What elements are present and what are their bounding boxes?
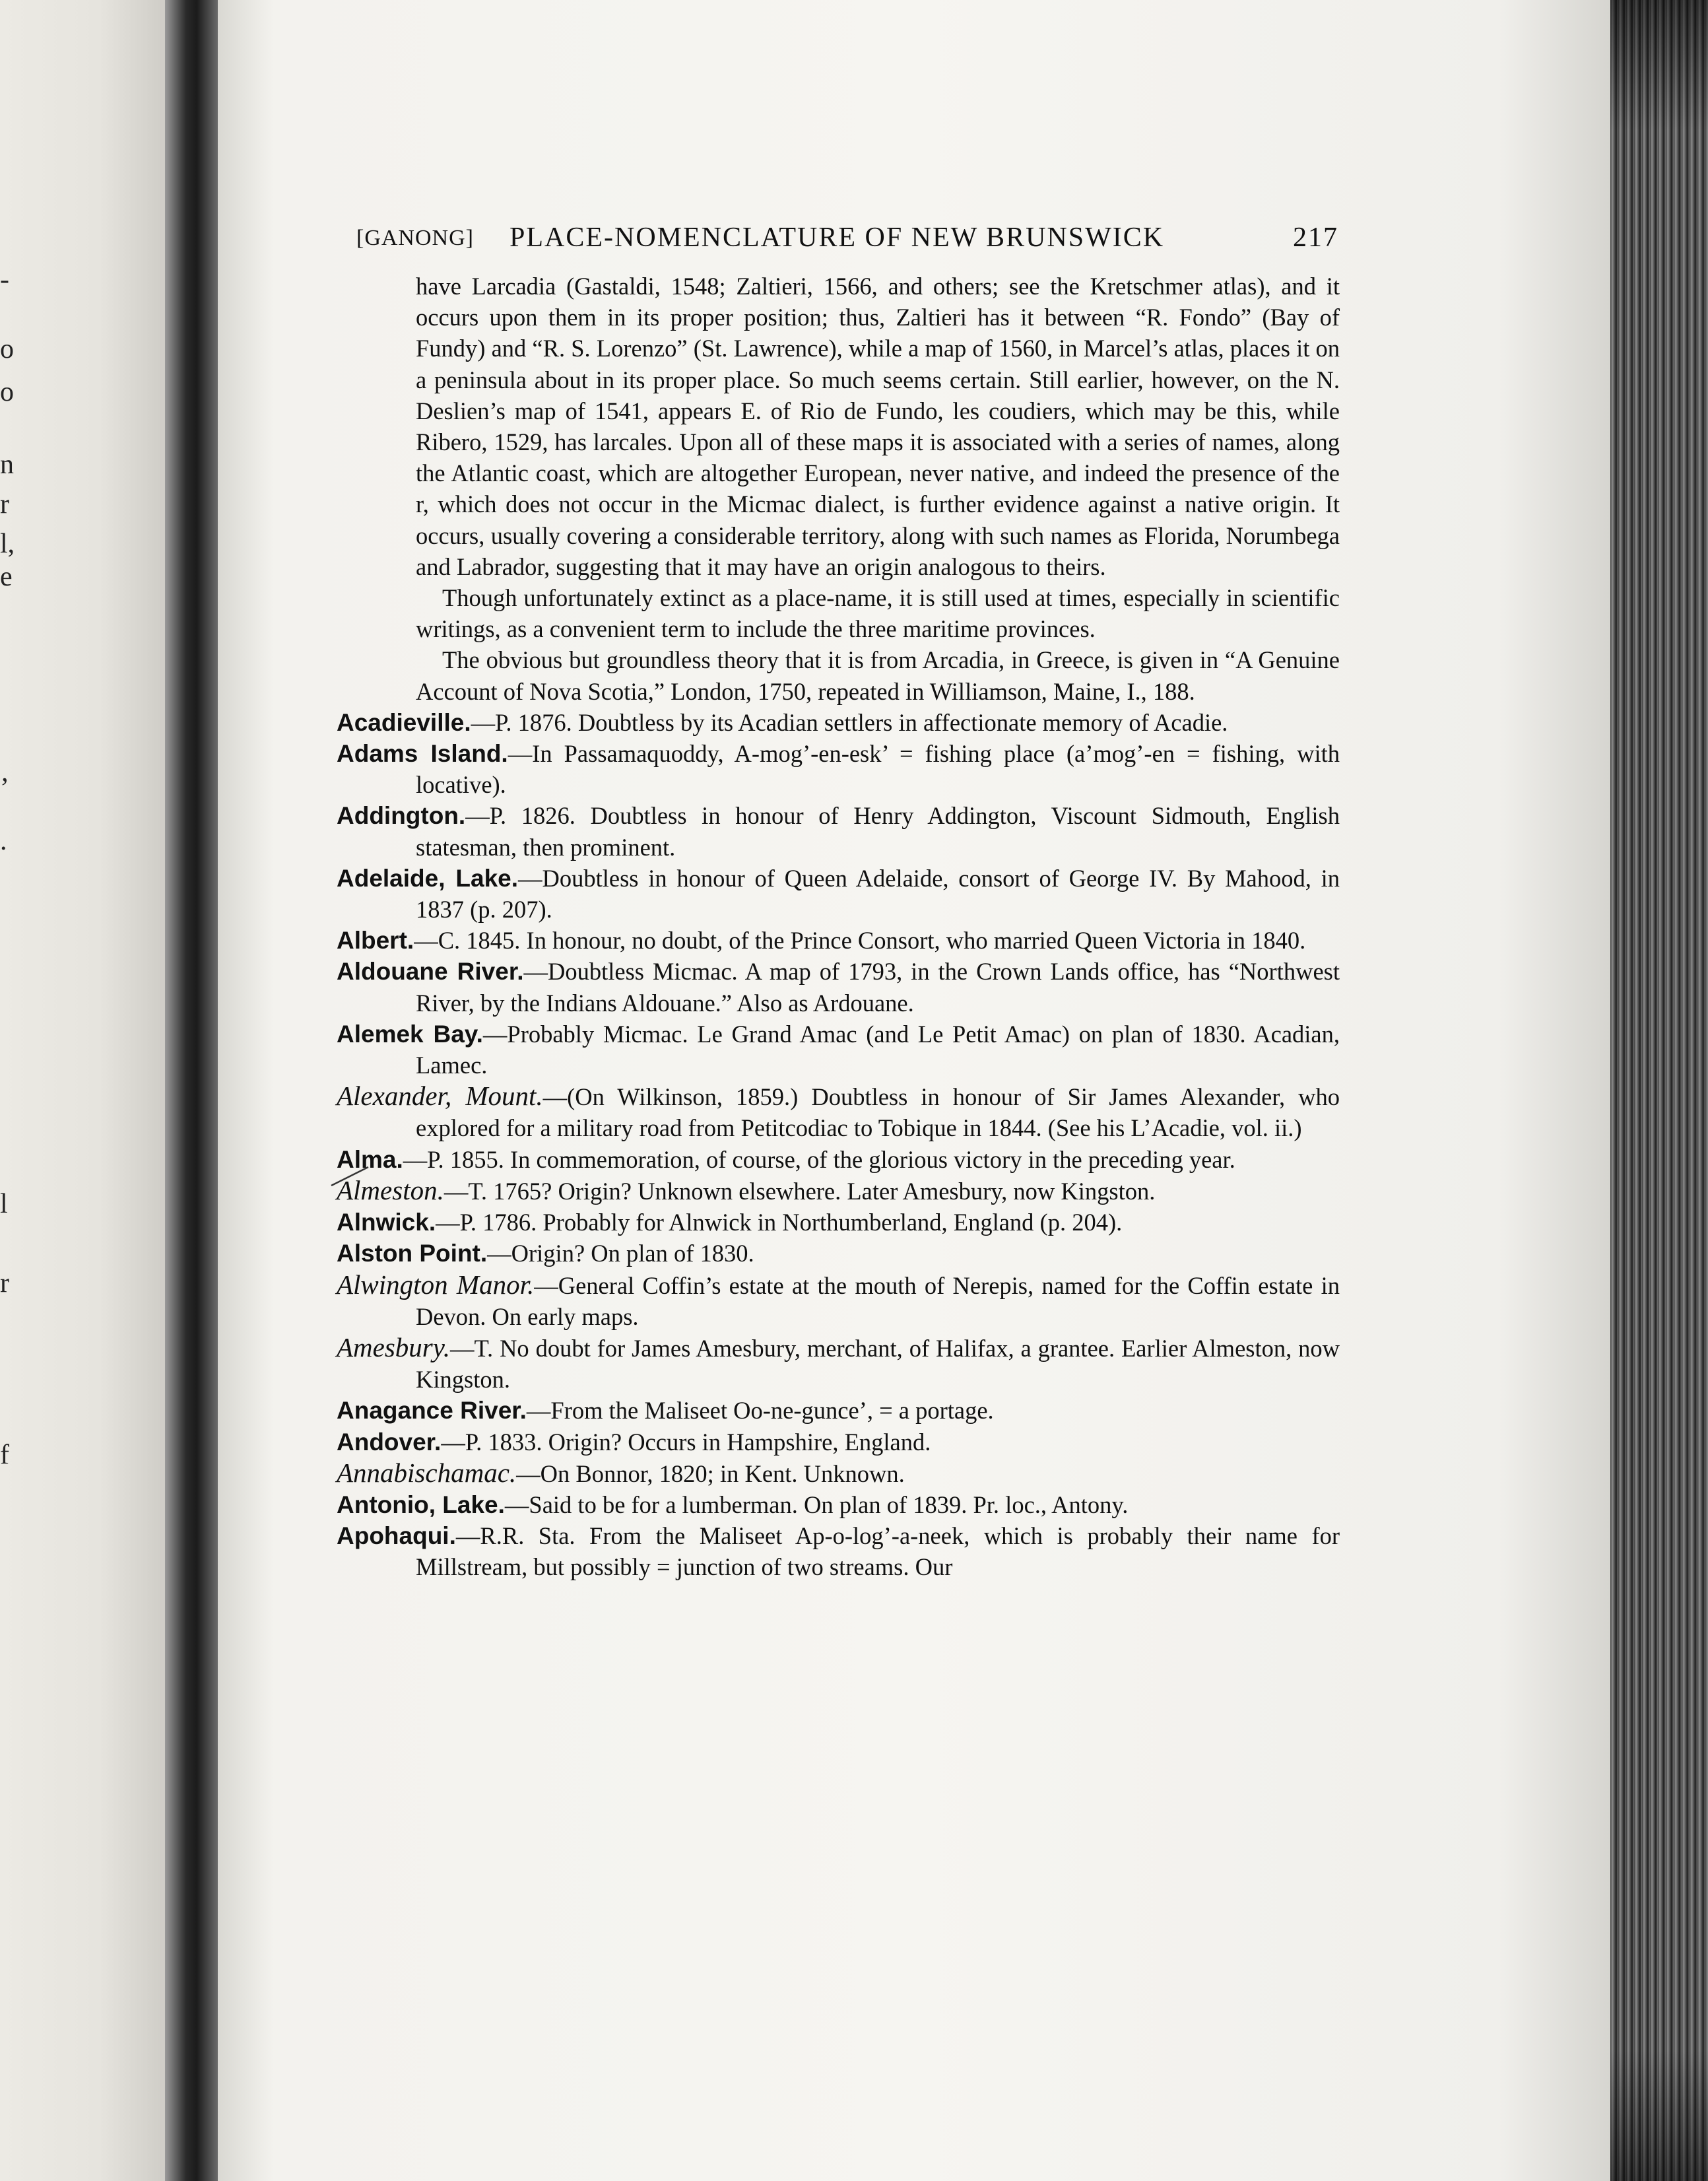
gazetteer-entry — [337, 1395, 1340, 1426]
gazetteer-entry — [337, 1520, 1340, 1582]
running-head — [356, 222, 1338, 261]
entry-description: —C. 1845. In honour, no doubt, of the Prince Consort, who married Queen Victoria in 1840. — [414, 927, 1306, 955]
body-paragraph — [337, 644, 1340, 706]
entry-description: —On Bonnor, 1820; in Kent. Unknown. — [516, 1460, 905, 1487]
facing-page-fragment: o — [0, 334, 14, 364]
gazetteer-entry — [337, 1144, 1340, 1175]
entry-description: —Probably Micmac. Le Grand Amac (and Le Petit Amac) on plan of 1830. Acadian, Lamec. — [416, 1020, 1340, 1079]
entry-description: —P. 1855. In commemoration, of course, of the glorious victory in the preceding year. — [403, 1145, 1235, 1173]
pencil-check-mark — [330, 1163, 370, 1190]
gazetteer-entry — [337, 956, 1340, 1018]
entry-description: —General Coffin’s estate at the mouth of Nerepis, named for the Coffin estate in Devon. On early maps. — [416, 1271, 1340, 1330]
gazetteer-entry — [337, 1458, 1340, 1489]
facing-page-fragment: e — [0, 562, 13, 592]
entry-description: —In Passamaquoddy, A-mog’-en-esk’ = fishing place (a’mog’-en = fishing, with locative). — [416, 740, 1340, 799]
book-gutter — [165, 0, 218, 2181]
running-head-title: PLACE-NOMENCLATURE OF NEW BRUNSWICK — [509, 222, 1165, 253]
gazetteer-entry — [337, 738, 1340, 800]
entry-headword: Antonio, Lake. — [337, 1491, 505, 1518]
entry-headword: Apohaqui. — [337, 1522, 456, 1550]
entry-description: —(On Wilkinson, 1859.) Doubtless in honour of Sir James Alexander, who explored for a military road from Petitcodiac to Tobique in 1844. (See his L’Acadie, vol. ii.) — [416, 1083, 1340, 1142]
facing-page-fragment: r — [0, 1268, 9, 1298]
facing-page-fragment: l, — [0, 529, 15, 559]
facing-page-fragment: o — [0, 377, 14, 407]
entry-description: —P. 1876. Doubtless by its Acadian settlers in affectionate memory of Acadie. — [471, 708, 1228, 736]
entry-headword: Almeston. — [337, 1174, 444, 1205]
entry-headword: Annabischamac. — [337, 1457, 517, 1488]
page-stack-edge — [1610, 0, 1708, 2181]
entry-headword: Addington. — [337, 802, 466, 830]
page-number: 217 — [1293, 222, 1338, 253]
paragraph-text: The obvious but groundless theory that it is from Arcadia, in Greece, is given in “A Genuine Account of Nova Scotia,” London, 1750, repeated in Williamson, Maine, I., 188. — [416, 646, 1340, 705]
gazetteer-entry — [337, 1489, 1340, 1520]
facing-page-fragment: n — [0, 450, 14, 480]
gazetteer-entry — [337, 800, 1340, 862]
entry-description: —Doubtless Micmac. A map of 1793, in the Crown Lands office, has “Northwest River, by the Indians Aldouane.” Also as Ardouane. — [416, 958, 1340, 1017]
entry-headword: Alnwick. — [337, 1209, 436, 1236]
entry-description: —From the Maliseet Oo-ne-gunce’, = a portage. — [526, 1397, 994, 1425]
gazetteer-entry — [337, 1269, 1340, 1332]
gazetteer-entry — [337, 925, 1340, 956]
entry-headword: Adams Island. — [337, 740, 508, 768]
entry-description: —Said to be for a lumberman. On plan of 1839. Pr. loc., Antony. — [504, 1491, 1129, 1518]
facing-page-text-fragments — [0, 0, 26, 2181]
body-text — [337, 271, 1340, 1583]
facing-page-fragment: f — [0, 1440, 9, 1470]
facing-page-fragment: r — [0, 489, 9, 520]
facing-page-fragment: - — [0, 265, 9, 295]
entry-headword: Alston Point. — [337, 1240, 488, 1267]
gazetteer-entry — [337, 863, 1340, 925]
paragraph-text: Though unfortunately extinct as a place-name, it is still used at times, especially in scientific writings, as a convenient term to include the three maritime provinces. — [416, 584, 1340, 643]
gazetteer-entry — [337, 1081, 1340, 1143]
entry-description: —R.R. Sta. From the Maliseet Ap-o-log’-a-neek, which is probably their name for Millstream, but possibly = junction of two streams. Our — [416, 1522, 1340, 1581]
entry-description: —T. 1765? Origin? Unknown elsewhere. Later Amesbury, now Kingston. — [443, 1177, 1156, 1205]
entry-headword: Alemek Bay. — [337, 1020, 483, 1048]
facing-page-fragment: l — [0, 1189, 8, 1219]
entry-description: —P. 1786. Probably for Alnwick in Northumberland, England (p. 204). — [436, 1209, 1123, 1236]
facing-page-fragment: ’ — [0, 773, 9, 803]
entry-headword: Aldouane River. — [337, 958, 524, 986]
entry-headword: Alexander, Mount. — [337, 1081, 543, 1112]
gazetteer-entry — [337, 1175, 1340, 1207]
gazetteer-entry — [337, 707, 1340, 738]
entry-headword: Alwington Manor. — [337, 1269, 535, 1300]
body-paragraph — [337, 271, 1340, 582]
running-head-author: [GANONG] — [356, 226, 474, 250]
entry-headword: Alma. — [337, 1145, 403, 1173]
entry-headword: Amesbury. — [337, 1331, 450, 1362]
entry-description: —Origin? On plan of 1830. — [487, 1240, 754, 1267]
paragraph-text: have Larcadia (Gastaldi, 1548; Zaltieri, 1566, and others; see the Kretschmer atlas), and it occurs upon them in its proper position; thus, Zaltieri has it between “R. Fondo” (Bay of Fundy) and “R. S. Lorenzo” (St. Lawrence), while a map of 1560, in Marcel’s atlas, places it on a peninsula about in its proper place. So much seems certain. Still earlier, however, on the N. Deslien’s map of 1541, appears E. of Rio de Fundo, les coudiers, which may be this, while Ribero, 1529, has larcales. Upon all of these maps it is associated with a series of names, along the Atlantic coast, which are altogether European, never native, and indeed the presence of the r, which does not occur in the Micmac dialect, is further evidence against a native origin. It occurs, usually covering a considerable territory, along with such names as Florida, Norumbega and Labrador, suggesting that it may have an origin analogous to theirs. — [416, 273, 1340, 580]
entry-description: —Doubtless in honour of Queen Adelaide, consort of George IV. By Mahood, in 1837 (p. 207). — [416, 864, 1340, 923]
entry-headword: Acadieville. — [337, 708, 471, 736]
entry-headword: Anagance River. — [337, 1397, 527, 1425]
gazetteer-entry — [337, 1332, 1340, 1395]
gazetteer-entry — [337, 1238, 1340, 1269]
facing-page-fragment: . — [0, 826, 7, 856]
entry-headword: Albert. — [337, 927, 414, 955]
gazetteer-entry — [337, 1019, 1340, 1081]
gazetteer-entry — [337, 1207, 1340, 1238]
body-paragraph — [337, 582, 1340, 644]
entry-headword: Andover. — [337, 1428, 442, 1456]
entry-description: —P. 1826. Doubtless in honour of Henry Addington, Viscount Sidmouth, English statesman, then prominent. — [416, 802, 1340, 861]
entry-description: —T. No doubt for James Amesbury, merchant, of Halifax, a grantee. Earlier Almeston, now Kingston. — [416, 1334, 1340, 1393]
entry-description: —P. 1833. Origin? Occurs in Hampshire, England. — [441, 1428, 931, 1456]
entry-headword: Adelaide, Lake. — [337, 864, 519, 892]
gazetteer-entry — [337, 1426, 1340, 1458]
